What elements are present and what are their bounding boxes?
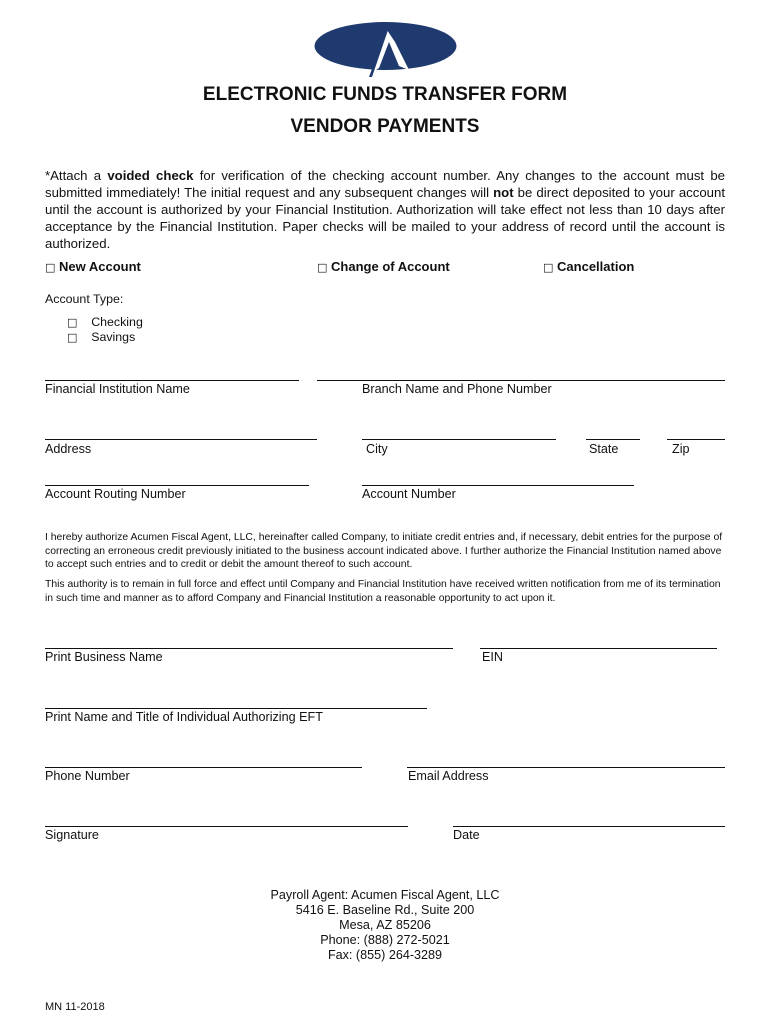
zip-label: Zip <box>672 442 690 456</box>
form-title: ELECTRONIC FUNDS TRANSFER FORM <box>202 84 568 105</box>
email-label: Email Address <box>408 769 489 783</box>
checkbox-icon[interactable]: □ <box>45 261 56 274</box>
email-field[interactable] <box>407 767 725 768</box>
authorization-paragraph: I hereby authorize Acumen Fiscal Agent, LLC, hereinafter called Company, to initiate credit entries and, if necessary, debit entries for the purpose of correcting an erroneous credit previously initiated to the business account indicated above. I further authorize the Financial Institution named above to accept such entries and to credit or debit the amount thereof to such account. <box>45 532 723 570</box>
city-field[interactable] <box>362 439 556 440</box>
business-name-label: Print Business Name <box>45 650 163 664</box>
branch-label: Branch Name and Phone Number <box>362 382 552 396</box>
intro-paragraph: *Attach a voided check for verification of the checking account number. Any changes to the account must be submitted immediately! The initial request and any subsequent changes will not be direct deposited to your account until the account is authorized by your Financial Institution. Authorization will take effect not less than 10 days after acceptance by the Financial Institution. Paper checks will be mailed to your address of record until the account is authorized. <box>45 168 726 251</box>
authority-paragraph: This authority is to remain in full force and effect until Company and Financial Institution have received written notification from me of its termination in such time and manner as to afford Company and Financial Institution a reasonable opportunity to act upon it. <box>45 579 721 604</box>
state-field[interactable] <box>586 439 640 440</box>
routing-field[interactable] <box>45 485 309 486</box>
payroll-agent-address <box>0 888 770 963</box>
checkbox-icon[interactable]: □ <box>543 261 554 274</box>
ein-field[interactable] <box>480 648 717 649</box>
city-label: City <box>366 442 388 456</box>
fi-name-label: Financial Institution Name <box>45 382 190 396</box>
address-field[interactable] <box>45 439 317 440</box>
print-name-label: Print Name and Title of Individual Authorizing EFT <box>45 710 323 724</box>
phone-field[interactable] <box>45 767 362 768</box>
option-change-of-account[interactable]: □ Change of Account <box>317 259 450 274</box>
ein-label: EIN <box>482 650 503 664</box>
footer-line: Payroll Agent: Acumen Fiscal Agent, LLC <box>270 888 500 902</box>
option-new-account[interactable]: □ New Account <box>45 259 141 274</box>
print-name-field[interactable] <box>45 708 427 709</box>
checkbox-icon[interactable]: □ <box>67 331 78 344</box>
footer-line: Mesa, AZ 85206 <box>339 918 431 932</box>
zip-field[interactable] <box>667 439 725 440</box>
phone-label: Phone Number <box>45 769 130 783</box>
account-type-checking[interactable]: □ Checking <box>67 315 143 329</box>
checkbox-icon[interactable]: □ <box>67 316 78 329</box>
checkbox-icon[interactable]: □ <box>317 261 328 274</box>
branch-field[interactable] <box>317 380 725 381</box>
signature-field[interactable] <box>45 826 408 827</box>
option-cancellation[interactable]: □ Cancellation <box>543 259 635 274</box>
account-number-label: Account Number <box>362 487 456 501</box>
account-type-label: Account Type: <box>45 292 124 306</box>
acumen-logo <box>313 20 458 78</box>
footer-line: Phone: (888) 272-5021 <box>320 933 450 947</box>
address-label: Address <box>45 442 92 456</box>
date-label: Date <box>453 828 480 842</box>
state-label: State <box>589 442 619 456</box>
footer-line: 5416 E. Baseline Rd., Suite 200 <box>295 903 475 917</box>
form-code: MN 11-2018 <box>45 1001 105 1013</box>
routing-label: Account Routing Number <box>45 487 186 501</box>
signature-label: Signature <box>45 828 99 842</box>
fi-name-field[interactable] <box>45 380 299 381</box>
account-number-field[interactable] <box>362 485 634 486</box>
business-name-field[interactable] <box>45 648 453 649</box>
account-type-savings[interactable]: □ Savings <box>67 330 136 344</box>
footer-line: Fax: (855) 264-3289 <box>327 948 443 962</box>
date-field[interactable] <box>453 826 725 827</box>
form-subtitle: VENDOR PAYMENTS <box>290 116 480 137</box>
